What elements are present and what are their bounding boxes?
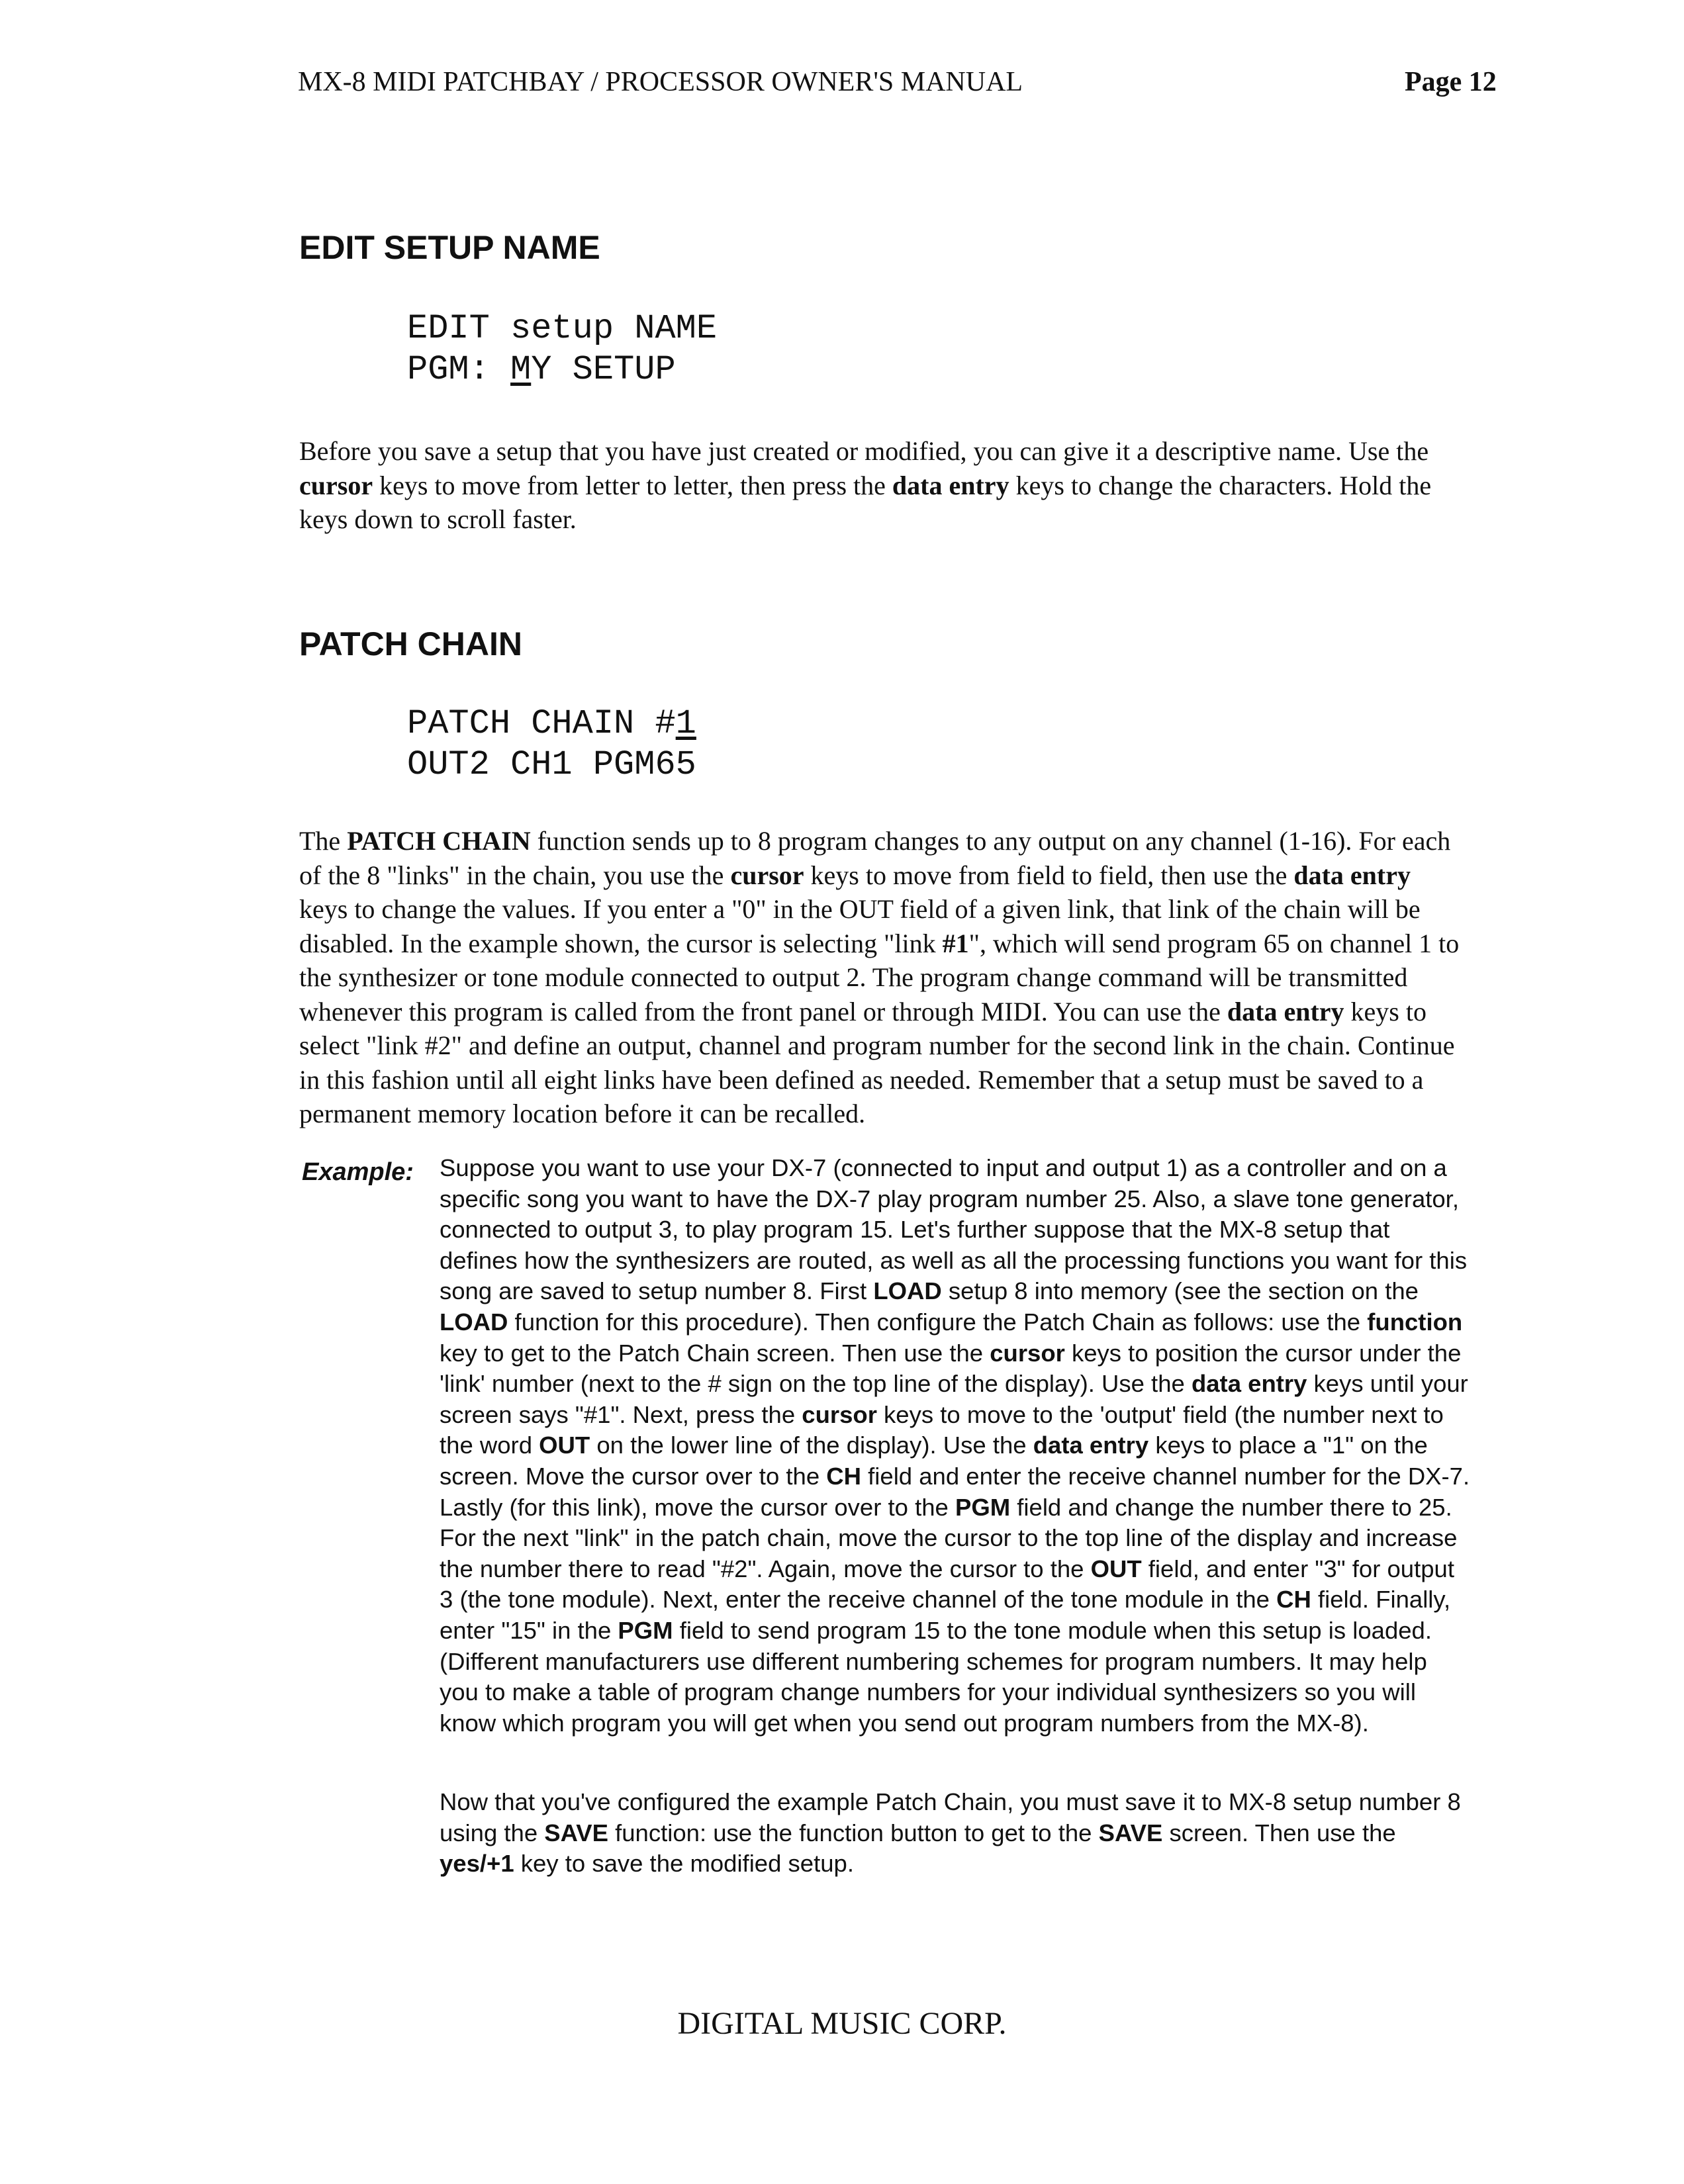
emphasized-term: LOAD: [440, 1308, 508, 1336]
display-line: OUT2 CH1 PGM65: [407, 745, 696, 784]
display-line: PGM: MY SETUP: [407, 350, 676, 389]
emphasized-term: data entry: [1227, 996, 1344, 1026]
patch-chain-description: [299, 824, 1464, 1131]
text-run: setup 8 into memory (see the section on the: [941, 1277, 1419, 1305]
emphasized-term: LOAD: [873, 1277, 942, 1305]
emphasized-term: cursor: [299, 470, 373, 500]
patch-chain-display: [407, 704, 696, 786]
display-line: PATCH CHAIN #1: [407, 704, 696, 743]
text-run: keys to select "link #2" and define an output, channel and program number for the second link in the chain. Continue in this fashion until all eight links have been defined as needed. Remember that a setup must be saved to a permanent memory location before it can be recalled.: [299, 996, 1455, 1128]
text-run: screen. Then use the: [1162, 1819, 1396, 1846]
text-run: function for this procedure). Then configure the Patch Chain as follows: use the: [508, 1308, 1368, 1336]
emphasized-term: #1: [942, 928, 969, 958]
text-run: field to send program 15 to the tone module when this setup is loaded. (Different manufacturers use different numbering schemes for program numbers. It may help you to make a table of program change numbers for your individual synthesizers so you will know which program you will get when you send out program numbers from the MX-8).: [440, 1616, 1432, 1737]
text-run: field. Finally, enter "15" in the: [440, 1586, 1451, 1644]
text-run: keys to position the cursor under the 'link' number (next to the # sign on the top line of the display). Use the: [440, 1339, 1462, 1398]
text-run: function: use the function button to get to the: [608, 1819, 1099, 1846]
edit-setup-display: [407, 308, 717, 390]
text-run: keys to move from field to field, then use the: [804, 860, 1294, 890]
emphasized-term: data entry: [1293, 860, 1411, 890]
text-run: field, and enter "3" for output 3 (the tone module). Next, enter the receive channel of the tone module in the: [440, 1555, 1454, 1614]
text-run: key to get to the Patch Chain screen. Then use the: [440, 1339, 990, 1367]
text-run: key to save the modified setup.: [514, 1850, 854, 1878]
display-cursor: 1: [675, 704, 696, 743]
edit-setup-description: [299, 434, 1464, 537]
display-line: EDIT setup NAME: [407, 309, 718, 348]
text-run: field and change the number there to 25. For the next "link" in the patch chain, move the cursor to the top line of the display and increase the number there to read "#2". Again, move the cursor to the: [440, 1493, 1458, 1582]
section-heading-edit-setup-name: EDIT SETUP NAME: [299, 229, 600, 266]
emphasized-term: data entry: [892, 470, 1009, 500]
emphasized-term: cursor: [730, 860, 804, 890]
text-run: keys until your screen says "#1". Next, press the: [440, 1370, 1468, 1428]
footer-company: DIGITAL MUSIC CORP.: [677, 2006, 1007, 2041]
text-run: ", which will send program 65 on channel 1 to the synthesizer or tone module connected to output 2. The program change command will be transmitted whenever this program is called from the front panel or through MIDI. You can use the: [299, 928, 1460, 1026]
emphasized-term: SAVE: [1098, 1819, 1163, 1846]
emphasized-term: data entry: [1033, 1432, 1149, 1459]
page-number: Page 12: [1405, 67, 1497, 97]
emphasized-term: OUT: [1090, 1555, 1142, 1582]
emphasized-term: SAVE: [544, 1819, 608, 1846]
text-run: Before you save a setup that you have just created or modified, you can give it a descriptive name. Use the: [299, 436, 1429, 466]
text-run: keys to move from letter to letter, then press the: [373, 470, 892, 500]
emphasized-term: cursor: [990, 1339, 1065, 1367]
text-run: on the lower line of the display). Use the: [590, 1432, 1033, 1459]
example-label: Example:: [302, 1158, 414, 1186]
text-run: keys to move to the 'output' field (the number next to the word: [440, 1400, 1444, 1459]
text-run: function sends up to 8 program changes to any output on any channel (1-16). For each of the 8 "links" in the chain, you use the: [299, 826, 1451, 890]
emphasized-term: CH: [1276, 1586, 1311, 1614]
text-run: keys to change the characters. Hold the keys down to scroll faster.: [299, 470, 1432, 534]
text-run: The: [299, 826, 348, 856]
emphasized-term: function: [1367, 1308, 1463, 1336]
example-save-text: [440, 1787, 1472, 1880]
header-title: MX-8 MIDI PATCHBAY / PROCESSOR OWNER'S MANUAL: [298, 67, 1023, 97]
emphasized-term: PATCH CHAIN: [347, 826, 531, 856]
emphasized-term: CH: [826, 1462, 861, 1490]
text-run: keys to change the values. If you enter a "0" in the OUT field of a given link, that link of the chain will be disabled. In the example shown, the cursor is selecting "link: [299, 894, 1421, 958]
emphasized-term: PGM: [955, 1493, 1011, 1521]
text-run: field and enter the receive channel number for the DX-7. Lastly (for this link), move the cursor over to the: [440, 1462, 1470, 1521]
emphasized-term: cursor: [802, 1400, 877, 1428]
emphasized-term: OUT: [539, 1432, 590, 1459]
emphasized-term: yes/+1: [440, 1850, 514, 1878]
emphasized-term: PGM: [618, 1616, 673, 1644]
text-run: Suppose you want to use your DX-7 (connected to input and output 1) as a controller and on a specific song you want to have the DX-7 play program number 25. Also, a slave tone generator, connected to output 3, to play program 15. Let's further suppose that the MX-8 setup that defines how the synthesizers are routed, as well as all the processing functions you want for this song are saved to setup number 8. First: [440, 1154, 1468, 1305]
text-run: Now that you've configured the example Patch Chain, you must save it to MX-8 setup number 8 using the: [440, 1788, 1461, 1846]
emphasized-term: data entry: [1191, 1370, 1307, 1398]
display-cursor: M: [510, 350, 532, 389]
section-heading-patch-chain: PATCH CHAIN: [299, 625, 523, 662]
text-run: keys to place a "1" on the screen. Move the cursor over to the: [440, 1432, 1428, 1490]
example-text: [440, 1153, 1472, 1739]
